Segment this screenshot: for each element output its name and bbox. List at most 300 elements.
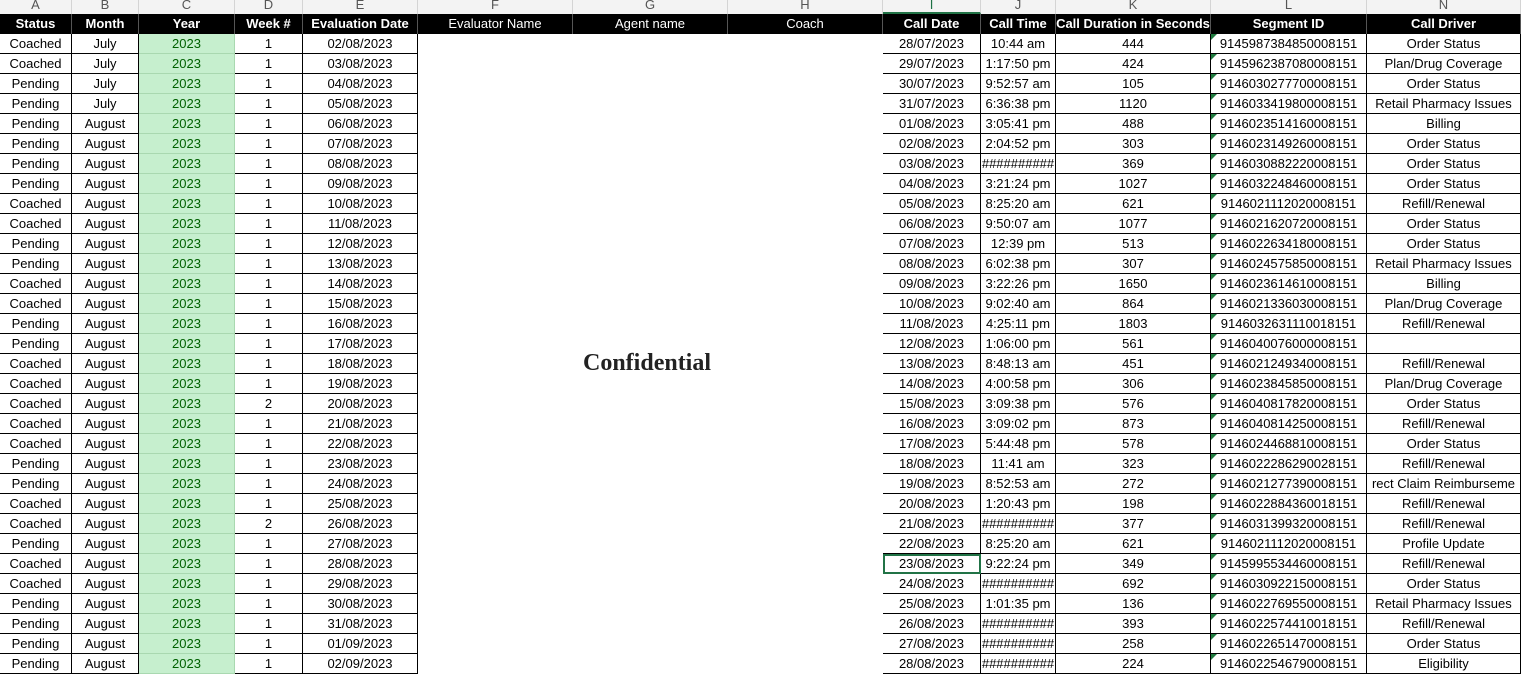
cell-evaluation-date[interactable]: 18/08/2023 xyxy=(303,354,418,374)
cell-status[interactable]: Pending xyxy=(0,174,72,194)
cell-evaluation-date[interactable]: 14/08/2023 xyxy=(303,274,418,294)
cell-year[interactable]: 2023 xyxy=(139,214,235,234)
cell-evaluation-date[interactable]: 20/08/2023 xyxy=(303,394,418,414)
cell-week[interactable]: 1 xyxy=(235,94,303,114)
cell-evaluator-name[interactable] xyxy=(418,634,573,654)
cell-status[interactable]: Pending xyxy=(0,74,72,94)
cell-year[interactable]: 2023 xyxy=(139,554,235,574)
cell-week[interactable]: 1 xyxy=(235,454,303,474)
cell-call-duration[interactable]: 873 xyxy=(1056,414,1211,434)
cell-call-duration[interactable]: 393 xyxy=(1056,614,1211,634)
cell-call-duration[interactable]: 369 xyxy=(1056,154,1211,174)
cell-call-time[interactable]: 3:21:24 pm xyxy=(981,174,1056,194)
cell-year[interactable]: 2023 xyxy=(139,174,235,194)
cell-status[interactable]: Coached xyxy=(0,294,72,314)
cell-segment-id[interactable]: 9146032248460008151 xyxy=(1211,174,1367,194)
cell-segment-id[interactable]: 9146030882220008151 xyxy=(1211,154,1367,174)
cell-evaluation-date[interactable]: 07/08/2023 xyxy=(303,134,418,154)
cell-call-date[interactable]: 30/07/2023 xyxy=(883,74,981,94)
cell-week[interactable]: 1 xyxy=(235,554,303,574)
cell-call-duration[interactable]: 578 xyxy=(1056,434,1211,454)
cell-coach[interactable] xyxy=(728,114,883,134)
cell-call-duration[interactable]: 576 xyxy=(1056,394,1211,414)
cell-call-duration[interactable]: 303 xyxy=(1056,134,1211,154)
cell-year[interactable]: 2023 xyxy=(139,334,235,354)
cell-coach[interactable] xyxy=(728,394,883,414)
cell-call-driver[interactable]: Order Status xyxy=(1367,74,1521,94)
cell-evaluator-name[interactable] xyxy=(418,414,573,434)
cell-segment-id[interactable]: 9146033419800008151 xyxy=(1211,94,1367,114)
cell-year[interactable]: 2023 xyxy=(139,394,235,414)
cell-year[interactable]: 2023 xyxy=(139,234,235,254)
cell-status[interactable]: Pending xyxy=(0,454,72,474)
cell-evaluator-name[interactable] xyxy=(418,294,573,314)
cell-segment-id[interactable]: 9146022884360018151 xyxy=(1211,494,1367,514)
cell-evaluator-name[interactable] xyxy=(418,234,573,254)
cell-year[interactable]: 2023 xyxy=(139,654,235,674)
column-letter-a[interactable]: A xyxy=(0,0,72,14)
cell-coach[interactable] xyxy=(728,434,883,454)
cell-call-time[interactable]: ########## xyxy=(981,654,1056,674)
cell-evaluator-name[interactable] xyxy=(418,474,573,494)
cell-year[interactable]: 2023 xyxy=(139,74,235,94)
cell-evaluator-name[interactable] xyxy=(418,34,573,54)
cell-agent-name[interactable] xyxy=(573,474,728,494)
header-call-driver[interactable]: Call Driver xyxy=(1367,14,1521,34)
cell-agent-name[interactable] xyxy=(573,194,728,214)
cell-call-time[interactable]: 9:22:24 pm xyxy=(981,554,1056,574)
cell-status[interactable]: Pending xyxy=(0,254,72,274)
column-letter-i[interactable]: I xyxy=(883,0,981,14)
cell-segment-id[interactable]: 9146040076000008151 xyxy=(1211,334,1367,354)
cell-status[interactable]: Coached xyxy=(0,274,72,294)
cell-evaluation-date[interactable]: 21/08/2023 xyxy=(303,414,418,434)
cell-year[interactable]: 2023 xyxy=(139,374,235,394)
cell-call-date[interactable]: 16/08/2023 xyxy=(883,414,981,434)
cell-month[interactable]: July xyxy=(72,34,139,54)
cell-status[interactable]: Pending xyxy=(0,134,72,154)
cell-call-date[interactable]: 29/07/2023 xyxy=(883,54,981,74)
cell-call-time[interactable]: 12:39 pm xyxy=(981,234,1056,254)
header-year[interactable]: Year xyxy=(139,14,235,34)
header-evaluation-date[interactable]: Evaluation Date xyxy=(303,14,418,34)
cell-month[interactable]: July xyxy=(72,94,139,114)
cell-call-time[interactable]: ########## xyxy=(981,614,1056,634)
cell-segment-id[interactable]: 9146023514160008151 xyxy=(1211,114,1367,134)
cell-call-driver[interactable]: Refill/Renewal xyxy=(1367,494,1521,514)
cell-call-driver[interactable]: Order Status xyxy=(1367,134,1521,154)
cell-month[interactable]: July xyxy=(72,54,139,74)
cell-year[interactable]: 2023 xyxy=(139,594,235,614)
cell-agent-name[interactable] xyxy=(573,414,728,434)
cell-call-date[interactable]: 27/08/2023 xyxy=(883,634,981,654)
cell-agent-name[interactable] xyxy=(573,594,728,614)
cell-week[interactable]: 1 xyxy=(235,314,303,334)
cell-call-driver[interactable]: Eligibility xyxy=(1367,654,1521,674)
cell-call-date[interactable]: 05/08/2023 xyxy=(883,194,981,214)
cell-coach[interactable] xyxy=(728,174,883,194)
cell-agent-name[interactable] xyxy=(573,534,728,554)
cell-coach[interactable] xyxy=(728,454,883,474)
cell-status[interactable]: Coached xyxy=(0,194,72,214)
cell-call-time[interactable]: 1:01:35 pm xyxy=(981,594,1056,614)
cell-year[interactable]: 2023 xyxy=(139,114,235,134)
cell-call-driver[interactable]: Refill/Renewal xyxy=(1367,554,1521,574)
cell-call-date[interactable]: 28/08/2023 xyxy=(883,654,981,674)
cell-year[interactable]: 2023 xyxy=(139,634,235,654)
cell-segment-id[interactable]: 9146021277390008151 xyxy=(1211,474,1367,494)
cell-coach[interactable] xyxy=(728,54,883,74)
cell-agent-name[interactable] xyxy=(573,94,728,114)
cell-evaluator-name[interactable] xyxy=(418,454,573,474)
cell-week[interactable]: 1 xyxy=(235,334,303,354)
cell-call-time[interactable]: 3:09:02 pm xyxy=(981,414,1056,434)
cell-evaluator-name[interactable] xyxy=(418,114,573,134)
cell-coach[interactable] xyxy=(728,414,883,434)
cell-call-driver[interactable]: Order Status xyxy=(1367,434,1521,454)
cell-agent-name[interactable] xyxy=(573,174,728,194)
cell-call-time[interactable]: 8:25:20 am xyxy=(981,194,1056,214)
cell-call-time[interactable]: 1:17:50 pm xyxy=(981,54,1056,74)
cell-call-date[interactable]: 07/08/2023 xyxy=(883,234,981,254)
cell-call-date[interactable]: 13/08/2023 xyxy=(883,354,981,374)
cell-call-date[interactable]: 23/08/2023 xyxy=(883,554,981,574)
cell-segment-id[interactable]: 9146021620720008151 xyxy=(1211,214,1367,234)
cell-evaluation-date[interactable]: 05/08/2023 xyxy=(303,94,418,114)
cell-agent-name[interactable] xyxy=(573,74,728,94)
cell-week[interactable]: 1 xyxy=(235,214,303,234)
cell-evaluation-date[interactable]: 13/08/2023 xyxy=(303,254,418,274)
cell-month[interactable]: August xyxy=(72,354,139,374)
cell-call-time[interactable]: 9:02:40 am xyxy=(981,294,1056,314)
cell-segment-id[interactable]: 9145962387080008151 xyxy=(1211,54,1367,74)
header-call-time[interactable]: Call Time xyxy=(981,14,1056,34)
cell-evaluation-date[interactable]: 09/08/2023 xyxy=(303,174,418,194)
cell-week[interactable]: 1 xyxy=(235,594,303,614)
cell-evaluation-date[interactable]: 22/08/2023 xyxy=(303,434,418,454)
cell-call-driver[interactable]: Retail Pharmacy Issues xyxy=(1367,594,1521,614)
cell-evaluation-date[interactable]: 10/08/2023 xyxy=(303,194,418,214)
cell-evaluator-name[interactable] xyxy=(418,654,573,674)
cell-call-driver[interactable]: Order Status xyxy=(1367,634,1521,654)
cell-year[interactable]: 2023 xyxy=(139,414,235,434)
cell-month[interactable]: August xyxy=(72,454,139,474)
cell-evaluator-name[interactable] xyxy=(418,394,573,414)
cell-evaluator-name[interactable] xyxy=(418,54,573,74)
cell-evaluator-name[interactable] xyxy=(418,554,573,574)
cell-evaluator-name[interactable] xyxy=(418,74,573,94)
cell-year[interactable]: 2023 xyxy=(139,454,235,474)
cell-call-time[interactable]: 6:36:38 pm xyxy=(981,94,1056,114)
cell-coach[interactable] xyxy=(728,494,883,514)
cell-call-date[interactable]: 12/08/2023 xyxy=(883,334,981,354)
cell-call-date[interactable]: 11/08/2023 xyxy=(883,314,981,334)
cell-call-time[interactable]: ########## xyxy=(981,634,1056,654)
cell-evaluation-date[interactable]: 25/08/2023 xyxy=(303,494,418,514)
cell-month[interactable]: July xyxy=(72,74,139,94)
cell-status[interactable]: Coached xyxy=(0,214,72,234)
cell-evaluation-date[interactable]: 17/08/2023 xyxy=(303,334,418,354)
cell-coach[interactable] xyxy=(728,654,883,674)
cell-call-duration[interactable]: 561 xyxy=(1056,334,1211,354)
cell-month[interactable]: August xyxy=(72,574,139,594)
cell-call-date[interactable]: 02/08/2023 xyxy=(883,134,981,154)
cell-week[interactable]: 1 xyxy=(235,414,303,434)
cell-call-driver[interactable]: Refill/Renewal xyxy=(1367,314,1521,334)
cell-call-driver[interactable]: Order Status xyxy=(1367,574,1521,594)
cell-call-time[interactable]: 11:41 am xyxy=(981,454,1056,474)
cell-agent-name[interactable] xyxy=(573,134,728,154)
cell-segment-id[interactable]: 914598738485000815​1 xyxy=(1211,34,1367,54)
cell-year[interactable]: 2023 xyxy=(139,134,235,154)
cell-month[interactable]: August xyxy=(72,274,139,294)
cell-call-driver[interactable] xyxy=(1367,334,1521,354)
cell-call-driver[interactable]: Order Status xyxy=(1367,394,1521,414)
cell-agent-name[interactable] xyxy=(573,254,728,274)
cell-coach[interactable] xyxy=(728,94,883,114)
cell-month[interactable]: August xyxy=(72,534,139,554)
cell-call-duration[interactable]: 1077 xyxy=(1056,214,1211,234)
cell-call-time[interactable]: ########## xyxy=(981,514,1056,534)
cell-call-driver[interactable]: Retail Pharmacy Issues xyxy=(1367,254,1521,274)
cell-status[interactable]: Pending xyxy=(0,614,72,634)
cell-call-driver[interactable]: Refill/Renewal xyxy=(1367,354,1521,374)
cell-call-duration[interactable]: 272 xyxy=(1056,474,1211,494)
cell-evaluator-name[interactable] xyxy=(418,194,573,214)
cell-agent-name[interactable] xyxy=(573,554,728,574)
cell-call-date[interactable]: 31/07/2023 xyxy=(883,94,981,114)
cell-call-driver[interactable]: Order Status xyxy=(1367,214,1521,234)
cell-segment-id[interactable]: 9145995534460008151 xyxy=(1211,554,1367,574)
cell-month[interactable]: August xyxy=(72,494,139,514)
cell-evaluation-date[interactable]: 19/08/2023 xyxy=(303,374,418,394)
cell-call-time[interactable]: 3:05:41 pm xyxy=(981,114,1056,134)
cell-agent-name[interactable] xyxy=(573,234,728,254)
cell-call-duration[interactable]: 1803 xyxy=(1056,314,1211,334)
cell-coach[interactable] xyxy=(728,294,883,314)
cell-evaluation-date[interactable]: 30/08/2023 xyxy=(303,594,418,614)
cell-call-duration[interactable]: 513 xyxy=(1056,234,1211,254)
column-letter-b[interactable]: B xyxy=(72,0,139,14)
cell-call-driver[interactable]: Refill/Renewal xyxy=(1367,614,1521,634)
cell-coach[interactable] xyxy=(728,514,883,534)
cell-evaluation-date[interactable]: 28/08/2023 xyxy=(303,554,418,574)
header-agent-name[interactable]: Agent name xyxy=(573,14,728,34)
column-letter-c[interactable]: C xyxy=(139,0,235,14)
cell-evaluation-date[interactable]: 08/08/2023 xyxy=(303,154,418,174)
cell-month[interactable]: August xyxy=(72,514,139,534)
cell-evaluation-date[interactable]: 16/08/2023 xyxy=(303,314,418,334)
cell-evaluator-name[interactable] xyxy=(418,434,573,454)
cell-month[interactable]: August xyxy=(72,234,139,254)
cell-call-time[interactable]: 10:44 am xyxy=(981,34,1056,54)
cell-coach[interactable] xyxy=(728,34,883,54)
cell-segment-id[interactable]: 9146031399320008151 xyxy=(1211,514,1367,534)
cell-evaluator-name[interactable] xyxy=(418,594,573,614)
column-letter-e[interactable]: E xyxy=(303,0,418,14)
cell-call-time[interactable]: ########## xyxy=(981,154,1056,174)
cell-segment-id[interactable]: 9146032631110018151 xyxy=(1211,314,1367,334)
header-coach[interactable]: Coach xyxy=(728,14,883,34)
cell-agent-name[interactable] xyxy=(573,514,728,534)
cell-month[interactable]: August xyxy=(72,154,139,174)
cell-status[interactable]: Pending xyxy=(0,154,72,174)
cell-call-driver[interactable]: Refill/Renewal xyxy=(1367,194,1521,214)
cell-call-driver[interactable]: Order Status xyxy=(1367,34,1521,54)
column-letter-n[interactable]: N xyxy=(1367,0,1521,14)
cell-call-driver[interactable]: Plan/Drug Coverage xyxy=(1367,374,1521,394)
cell-call-date[interactable]: 21/08/2023 xyxy=(883,514,981,534)
cell-evaluation-date[interactable]: 02/08/2023 xyxy=(303,34,418,54)
cell-coach[interactable] xyxy=(728,614,883,634)
cell-month[interactable]: August xyxy=(72,554,139,574)
cell-status[interactable]: Coached xyxy=(0,514,72,534)
cell-coach[interactable] xyxy=(728,374,883,394)
cell-year[interactable]: 2023 xyxy=(139,254,235,274)
column-letter-g[interactable]: G xyxy=(573,0,728,14)
cell-year[interactable]: 2023 xyxy=(139,34,235,54)
cell-month[interactable]: August xyxy=(72,654,139,674)
cell-year[interactable]: 2023 xyxy=(139,434,235,454)
cell-call-driver[interactable]: Billing xyxy=(1367,114,1521,134)
cell-week[interactable]: 1 xyxy=(235,614,303,634)
cell-segment-id[interactable]: 9146023845850008151 xyxy=(1211,374,1367,394)
cell-year[interactable]: 2023 xyxy=(139,354,235,374)
cell-evaluator-name[interactable] xyxy=(418,354,573,374)
cell-call-driver[interactable]: Refill/Renewal xyxy=(1367,454,1521,474)
cell-year[interactable]: 2023 xyxy=(139,154,235,174)
cell-call-driver[interactable]: Order Status xyxy=(1367,234,1521,254)
cell-segment-id[interactable]: 9146022546790008151 xyxy=(1211,654,1367,674)
cell-week[interactable]: 1 xyxy=(235,54,303,74)
cell-call-time[interactable]: 1:06:00 pm xyxy=(981,334,1056,354)
cell-call-time[interactable]: 9:50:07 am xyxy=(981,214,1056,234)
header-week[interactable]: Week # xyxy=(235,14,303,34)
cell-agent-name[interactable] xyxy=(573,34,728,54)
cell-evaluation-date[interactable]: 27/08/2023 xyxy=(303,534,418,554)
cell-status[interactable]: Coached xyxy=(0,554,72,574)
cell-year[interactable]: 2023 xyxy=(139,294,235,314)
header-evaluator-name[interactable]: Evaluator Name xyxy=(418,14,573,34)
cell-agent-name[interactable] xyxy=(573,114,728,134)
cell-segment-id[interactable]: 9146021249340008151 xyxy=(1211,354,1367,374)
column-letter-j[interactable]: J xyxy=(981,0,1056,14)
cell-year[interactable]: 2023 xyxy=(139,474,235,494)
cell-status[interactable]: Coached xyxy=(0,574,72,594)
cell-status[interactable]: Pending xyxy=(0,314,72,334)
cell-week[interactable]: 1 xyxy=(235,274,303,294)
cell-call-duration[interactable]: 864 xyxy=(1056,294,1211,314)
cell-call-time[interactable]: 3:09:38 pm xyxy=(981,394,1056,414)
cell-evaluation-date[interactable]: 12/08/2023 xyxy=(303,234,418,254)
cell-year[interactable]: 2023 xyxy=(139,494,235,514)
cell-status[interactable]: Coached xyxy=(0,354,72,374)
cell-month[interactable]: August xyxy=(72,254,139,274)
cell-call-duration[interactable]: 1120 xyxy=(1056,94,1211,114)
cell-call-driver[interactable]: Billing xyxy=(1367,274,1521,294)
cell-week[interactable]: 1 xyxy=(235,494,303,514)
cell-week[interactable]: 1 xyxy=(235,534,303,554)
cell-week[interactable]: 1 xyxy=(235,174,303,194)
cell-year[interactable]: 2023 xyxy=(139,54,235,74)
cell-year[interactable]: 2023 xyxy=(139,574,235,594)
cell-call-duration[interactable]: 136 xyxy=(1056,594,1211,614)
cell-evaluation-date[interactable]: 23/08/2023 xyxy=(303,454,418,474)
cell-coach[interactable] xyxy=(728,74,883,94)
cell-evaluation-date[interactable]: 24/08/2023 xyxy=(303,474,418,494)
cell-month[interactable]: August xyxy=(72,314,139,334)
cell-status[interactable]: Pending xyxy=(0,594,72,614)
cell-agent-name[interactable] xyxy=(573,574,728,594)
cell-agent-name[interactable] xyxy=(573,374,728,394)
cell-evaluator-name[interactable] xyxy=(418,134,573,154)
cell-call-date[interactable]: 28/07/2023 xyxy=(883,34,981,54)
cell-agent-name[interactable] xyxy=(573,274,728,294)
cell-call-date[interactable]: 24/08/2023 xyxy=(883,574,981,594)
cell-month[interactable]: August xyxy=(72,294,139,314)
cell-call-duration[interactable]: 105 xyxy=(1056,74,1211,94)
cell-month[interactable]: August xyxy=(72,474,139,494)
cell-call-driver[interactable]: Order Status xyxy=(1367,154,1521,174)
cell-call-time[interactable]: 2:04:52 pm xyxy=(981,134,1056,154)
cell-month[interactable]: August xyxy=(72,134,139,154)
cell-month[interactable]: August xyxy=(72,214,139,234)
cell-evaluator-name[interactable] xyxy=(418,274,573,294)
cell-year[interactable]: 2023 xyxy=(139,194,235,214)
cell-coach[interactable] xyxy=(728,254,883,274)
cell-coach[interactable] xyxy=(728,154,883,174)
header-call-duration[interactable]: Call Duration in Seconds xyxy=(1056,14,1211,34)
column-letter-h[interactable]: H xyxy=(728,0,883,14)
cell-segment-id[interactable]: 9146024575850008151 xyxy=(1211,254,1367,274)
cell-call-date[interactable]: 19/08/2023 xyxy=(883,474,981,494)
cell-call-duration[interactable]: 451 xyxy=(1056,354,1211,374)
cell-status[interactable]: Coached xyxy=(0,414,72,434)
cell-evaluator-name[interactable] xyxy=(418,94,573,114)
cell-evaluation-date[interactable]: 29/08/2023 xyxy=(303,574,418,594)
cell-month[interactable]: August xyxy=(72,634,139,654)
cell-call-duration[interactable]: 424 xyxy=(1056,54,1211,74)
cell-year[interactable]: 2023 xyxy=(139,94,235,114)
cell-month[interactable]: August xyxy=(72,374,139,394)
cell-call-driver[interactable]: Plan/Drug Coverage xyxy=(1367,54,1521,74)
cell-evaluation-date[interactable]: 11/08/2023 xyxy=(303,214,418,234)
cell-coach[interactable] xyxy=(728,194,883,214)
cell-week[interactable]: 1 xyxy=(235,254,303,274)
cell-segment-id[interactable]: 9146021336030008151 xyxy=(1211,294,1367,314)
cell-evaluator-name[interactable] xyxy=(418,154,573,174)
cell-call-time[interactable]: 1:20:43 pm xyxy=(981,494,1056,514)
cell-coach[interactable] xyxy=(728,354,883,374)
cell-call-date[interactable]: 25/08/2023 xyxy=(883,594,981,614)
cell-call-time[interactable]: 8:25:20 am xyxy=(981,534,1056,554)
cell-agent-name[interactable] xyxy=(573,494,728,514)
cell-call-duration[interactable]: 224 xyxy=(1056,654,1211,674)
cell-evaluator-name[interactable] xyxy=(418,574,573,594)
cell-week[interactable]: 1 xyxy=(235,374,303,394)
cell-week[interactable]: 1 xyxy=(235,634,303,654)
cell-coach[interactable] xyxy=(728,554,883,574)
cell-agent-name[interactable] xyxy=(573,154,728,174)
cell-coach[interactable] xyxy=(728,234,883,254)
cell-call-duration[interactable]: 377 xyxy=(1056,514,1211,534)
cell-segment-id[interactable]: 9146023149260008151 xyxy=(1211,134,1367,154)
cell-evaluator-name[interactable] xyxy=(418,214,573,234)
cell-week[interactable]: 1 xyxy=(235,294,303,314)
cell-status[interactable]: Pending xyxy=(0,114,72,134)
cell-coach[interactable] xyxy=(728,334,883,354)
cell-call-duration[interactable]: 488 xyxy=(1056,114,1211,134)
